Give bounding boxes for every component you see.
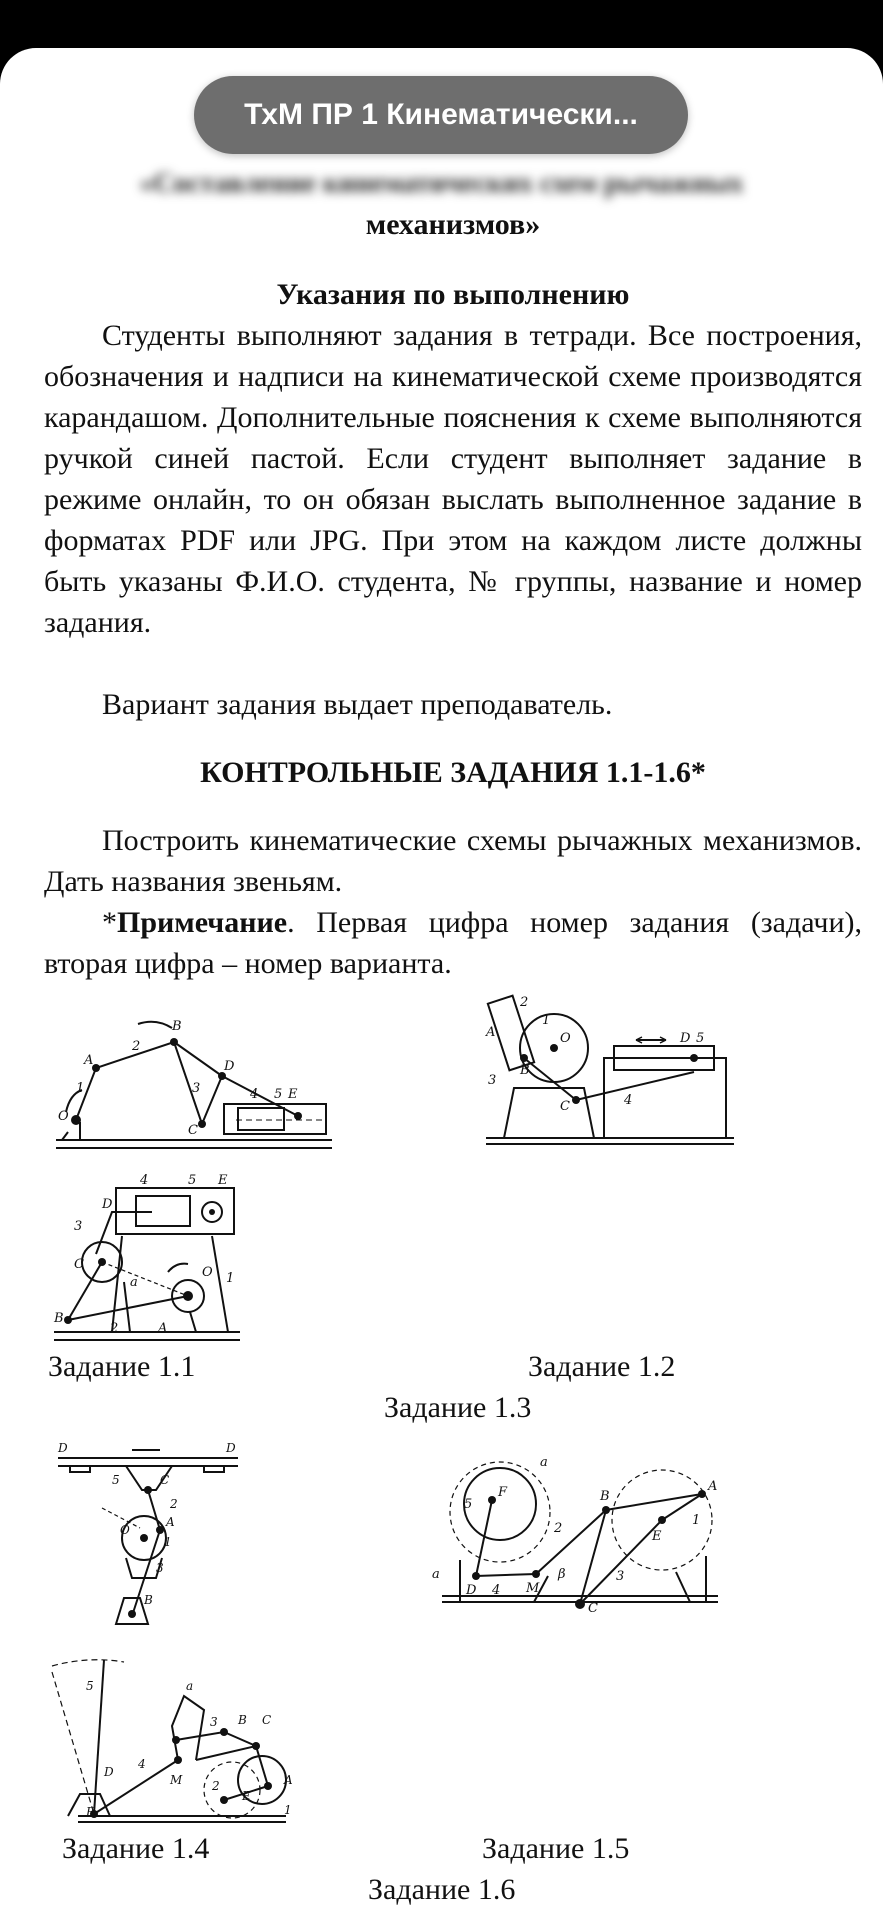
note-mark: * <box>102 906 117 939</box>
label-o: O <box>560 1031 571 1046</box>
label-5: 5 <box>86 1679 94 1693</box>
label-a: A <box>708 1479 718 1494</box>
label-3: 3 <box>616 1569 625 1584</box>
variant-paragraph: Вариант задания выдает преподаватель. <box>102 688 613 721</box>
caption-task-1-3: Задание 1.3 <box>384 1391 532 1424</box>
label-5: 5 <box>112 1473 120 1487</box>
caption-task-1-6: Задание 1.6 <box>368 1873 516 1906</box>
label-a: A <box>84 1053 94 1068</box>
label-beta: β <box>558 1567 566 1582</box>
label-a: A <box>284 1773 293 1787</box>
label-4: 4 <box>140 1173 149 1188</box>
note-paragraph <box>44 902 862 984</box>
label-3: 3 <box>74 1219 83 1234</box>
label-m: M <box>170 1773 183 1787</box>
label-f: F <box>86 1805 95 1819</box>
label-4: 4 <box>250 1087 259 1102</box>
figure-1-5-drawing <box>430 1452 730 1612</box>
label-3: 3 <box>488 1073 497 1088</box>
figure-1-3-drawing <box>52 1172 242 1344</box>
label-c: C <box>588 1601 598 1612</box>
figure-1-4-mechanism <box>56 1438 240 1628</box>
label-d-left: D <box>58 1441 68 1455</box>
task-paragraph: Построить кинематические схемы рычажных механизмов. Дать названия звеньям. <box>44 824 862 898</box>
label-c: C <box>262 1713 272 1727</box>
figure-1-1-drawing <box>52 1012 338 1152</box>
label-2: 2 <box>554 1521 563 1536</box>
label-c: C <box>560 1099 570 1114</box>
label-2: 2 <box>170 1497 178 1511</box>
label-2: 2 <box>132 1039 141 1054</box>
figure-1-5-mechanism <box>430 1452 730 1612</box>
instructions-heading: Указания по выполнению <box>276 278 630 311</box>
label-1: 1 <box>542 1013 551 1028</box>
label-e: E <box>218 1173 228 1188</box>
label-b: B <box>144 1593 153 1607</box>
label-c: C <box>160 1473 170 1487</box>
label-m: M <box>526 1581 540 1596</box>
label-b: B <box>238 1713 247 1727</box>
caption-task-1-2: Задание 1.2 <box>528 1350 676 1383</box>
label-d: D <box>466 1583 477 1598</box>
label-d-right: D <box>226 1441 236 1455</box>
label-f: F <box>498 1485 508 1500</box>
label-d: D <box>224 1059 235 1074</box>
figure-1-4-drawing <box>56 1438 240 1628</box>
label-1: 1 <box>692 1513 701 1528</box>
label-d: D <box>680 1031 691 1046</box>
label-a-small-top: a <box>540 1455 548 1470</box>
caption-task-1-5: Задание 1.5 <box>482 1832 630 1865</box>
label-1: 1 <box>164 1535 172 1549</box>
figure-1-2-mechanism <box>484 988 738 1148</box>
label-5: 5 <box>464 1497 473 1512</box>
label-4: 4 <box>624 1093 633 1108</box>
label-2: 2 <box>520 995 529 1010</box>
note-label: Примечание <box>117 906 288 939</box>
control-tasks-heading: КОНТРОЛЬНЫЕ ЗАДАНИЯ 1.1-1.6* <box>200 756 706 789</box>
figure-1-6-drawing <box>48 1650 298 1828</box>
label-a: A <box>166 1515 175 1529</box>
label-5: 5 <box>274 1087 283 1102</box>
label-d: D <box>104 1765 114 1779</box>
caption-task-1-1: Задание 1.1 <box>48 1350 196 1383</box>
note-text: . Первая цифра номер задания (задачи), вторая цифра – номер варианта. <box>44 906 862 980</box>
label-c: C <box>74 1257 84 1272</box>
label-o: O <box>120 1523 130 1537</box>
label-e: E <box>288 1087 298 1102</box>
label-a-small: a <box>130 1275 138 1290</box>
label-1: 1 <box>226 1271 235 1286</box>
document-title-text: ТхМ ПР 1 Кинематически... <box>244 98 638 131</box>
label-5: 5 <box>696 1031 705 1046</box>
blurred-title-line: «Составление кинематических схем рычажных <box>139 168 744 199</box>
label-1: 1 <box>284 1803 292 1817</box>
label-4: 4 <box>138 1757 146 1771</box>
label-o: O <box>58 1109 69 1124</box>
document-title-pill[interactable] <box>194 76 688 154</box>
label-4: 4 <box>492 1583 501 1598</box>
label-3: 3 <box>210 1715 218 1729</box>
label-b: B <box>600 1489 610 1504</box>
label-2: 2 <box>212 1779 220 1793</box>
label-c: C <box>188 1123 198 1138</box>
label-5: 5 <box>188 1173 197 1188</box>
figure-1-6-mechanism <box>48 1650 298 1828</box>
label-b: B <box>54 1311 64 1326</box>
label-d: D <box>102 1197 113 1212</box>
figure-1-1-mechanism <box>52 1012 338 1152</box>
label-e: E <box>242 1789 251 1803</box>
document-subtitle: механизмов» <box>365 208 541 241</box>
label-3: 3 <box>156 1561 164 1575</box>
label-e: E <box>652 1529 662 1544</box>
label-3: 3 <box>192 1081 201 1096</box>
caption-task-1-4: Задание 1.4 <box>62 1832 210 1865</box>
label-a-small: a <box>186 1679 194 1693</box>
label-b: B <box>520 1063 530 1078</box>
label-o: O <box>202 1265 213 1280</box>
figure-1-3-mechanism <box>52 1172 242 1344</box>
label-1: 1 <box>76 1081 85 1096</box>
label-a: A <box>486 1025 496 1040</box>
label-a: A <box>158 1321 168 1336</box>
figure-1-2-drawing <box>484 988 738 1148</box>
instructions-paragraph: Студенты выполняют задания в тетради. Все построения, обозначения и надписи на кинематической схеме производятся карандашом. Дополнительные пояснения к схеме выполняются ручкой синей пастой. Если студент выполняет задание в режиме онлайн, то он обязан выслать выполненное задание в форматах PDF или JPG. При этом на каждом листе должны быть указаны Ф.И.О. студента, № группы, название и номер задания. <box>44 319 862 639</box>
label-b: B <box>172 1019 182 1034</box>
label-2: 2 <box>110 1321 119 1336</box>
label-a-small-left: a <box>432 1567 440 1582</box>
